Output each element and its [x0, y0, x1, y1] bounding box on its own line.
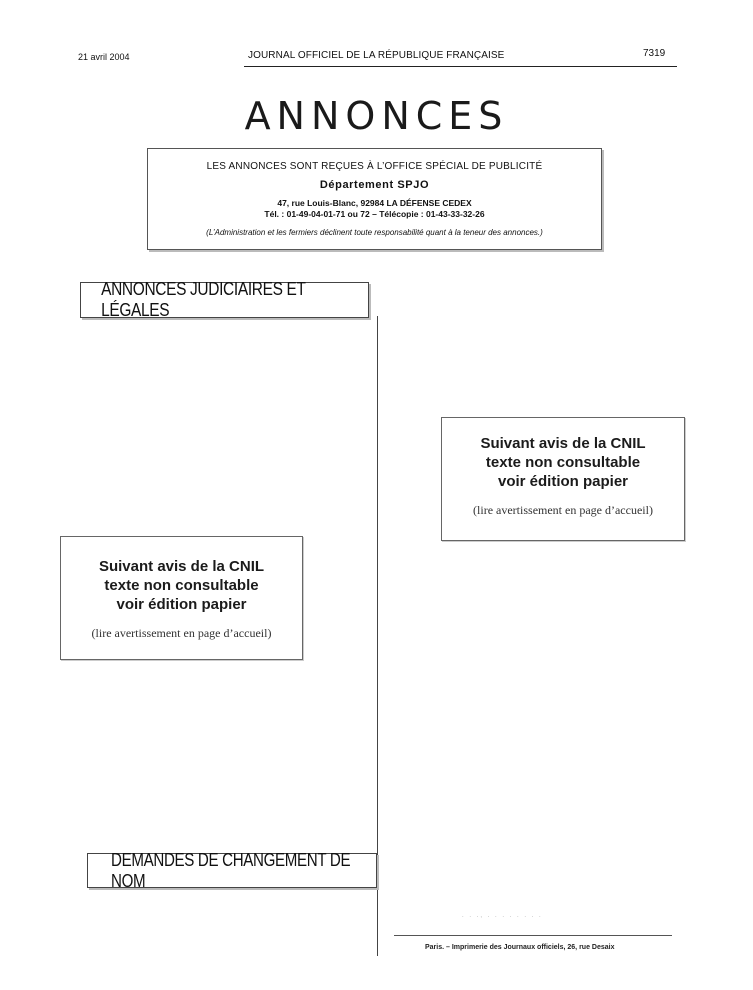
cnil-notice-line1: Suivant avis de la CNIL [480, 435, 646, 452]
section-heading-changement-nom [87, 849, 377, 891]
cnil-notice-line3: voir édition papier [116, 596, 247, 613]
cnil-notice-right [441, 417, 685, 541]
cnil-notice-note: (lire avertissement en page d’accueil) [91, 626, 272, 640]
section-heading-changement-nom-label: DEMANDES DE CHANGEMENT DE NOM [111, 849, 351, 891]
footer-rule [394, 935, 672, 936]
header-rule [244, 66, 677, 67]
header-journal-title: JOURNAL OFFICIEL DE LA RÉPUBLIQUE FRANÇAISE [248, 50, 505, 61]
header-page-number: 7319 [643, 48, 666, 59]
office-phones: Tél. : 01-49-04-01-71 ou 72 – Télécopie : 01-43-33-32-26 [264, 209, 485, 219]
footer-imprint: Paris. – Imprimerie des Journaux officiels, 26, rue Desaix [425, 944, 615, 951]
footer-faint-text: . . ., . . . . . . . . [462, 913, 543, 919]
column-divider [377, 316, 378, 956]
section-heading-judiciaires [80, 279, 369, 320]
cnil-notice-left [60, 536, 303, 660]
office-department: Département SPJO [319, 179, 430, 191]
cnil-notice-line3: voir édition papier [497, 473, 629, 490]
section-heading-judiciaires-label: ANNONCES JUDICIAIRES ET LÉGALES [101, 279, 306, 320]
page-title: ANNONCES [244, 94, 509, 138]
cnil-notice-line2: texte non consultable [104, 577, 259, 594]
cnil-notice-note: (lire avertissement en page d’accueil) [473, 503, 653, 517]
office-disclaimer: (L’Administration et les fermiers déclinent toute responsabilité quant à la teneur des annonces.) [206, 228, 543, 237]
office-info-box [147, 148, 602, 250]
office-address: 47, rue Louis-Blanc, 92984 LA DÉFENSE CEDEX [277, 198, 472, 208]
cnil-notice-line1: Suivant avis de la CNIL [98, 558, 265, 575]
cnil-notice-line2: texte non consultable [485, 454, 641, 471]
office-intro-text: LES ANNONCES SONT REÇUES À L’OFFICE SPÉCIAL DE PUBLICITÉ [206, 161, 543, 172]
header-date: 21 avril 2004 [78, 52, 130, 62]
